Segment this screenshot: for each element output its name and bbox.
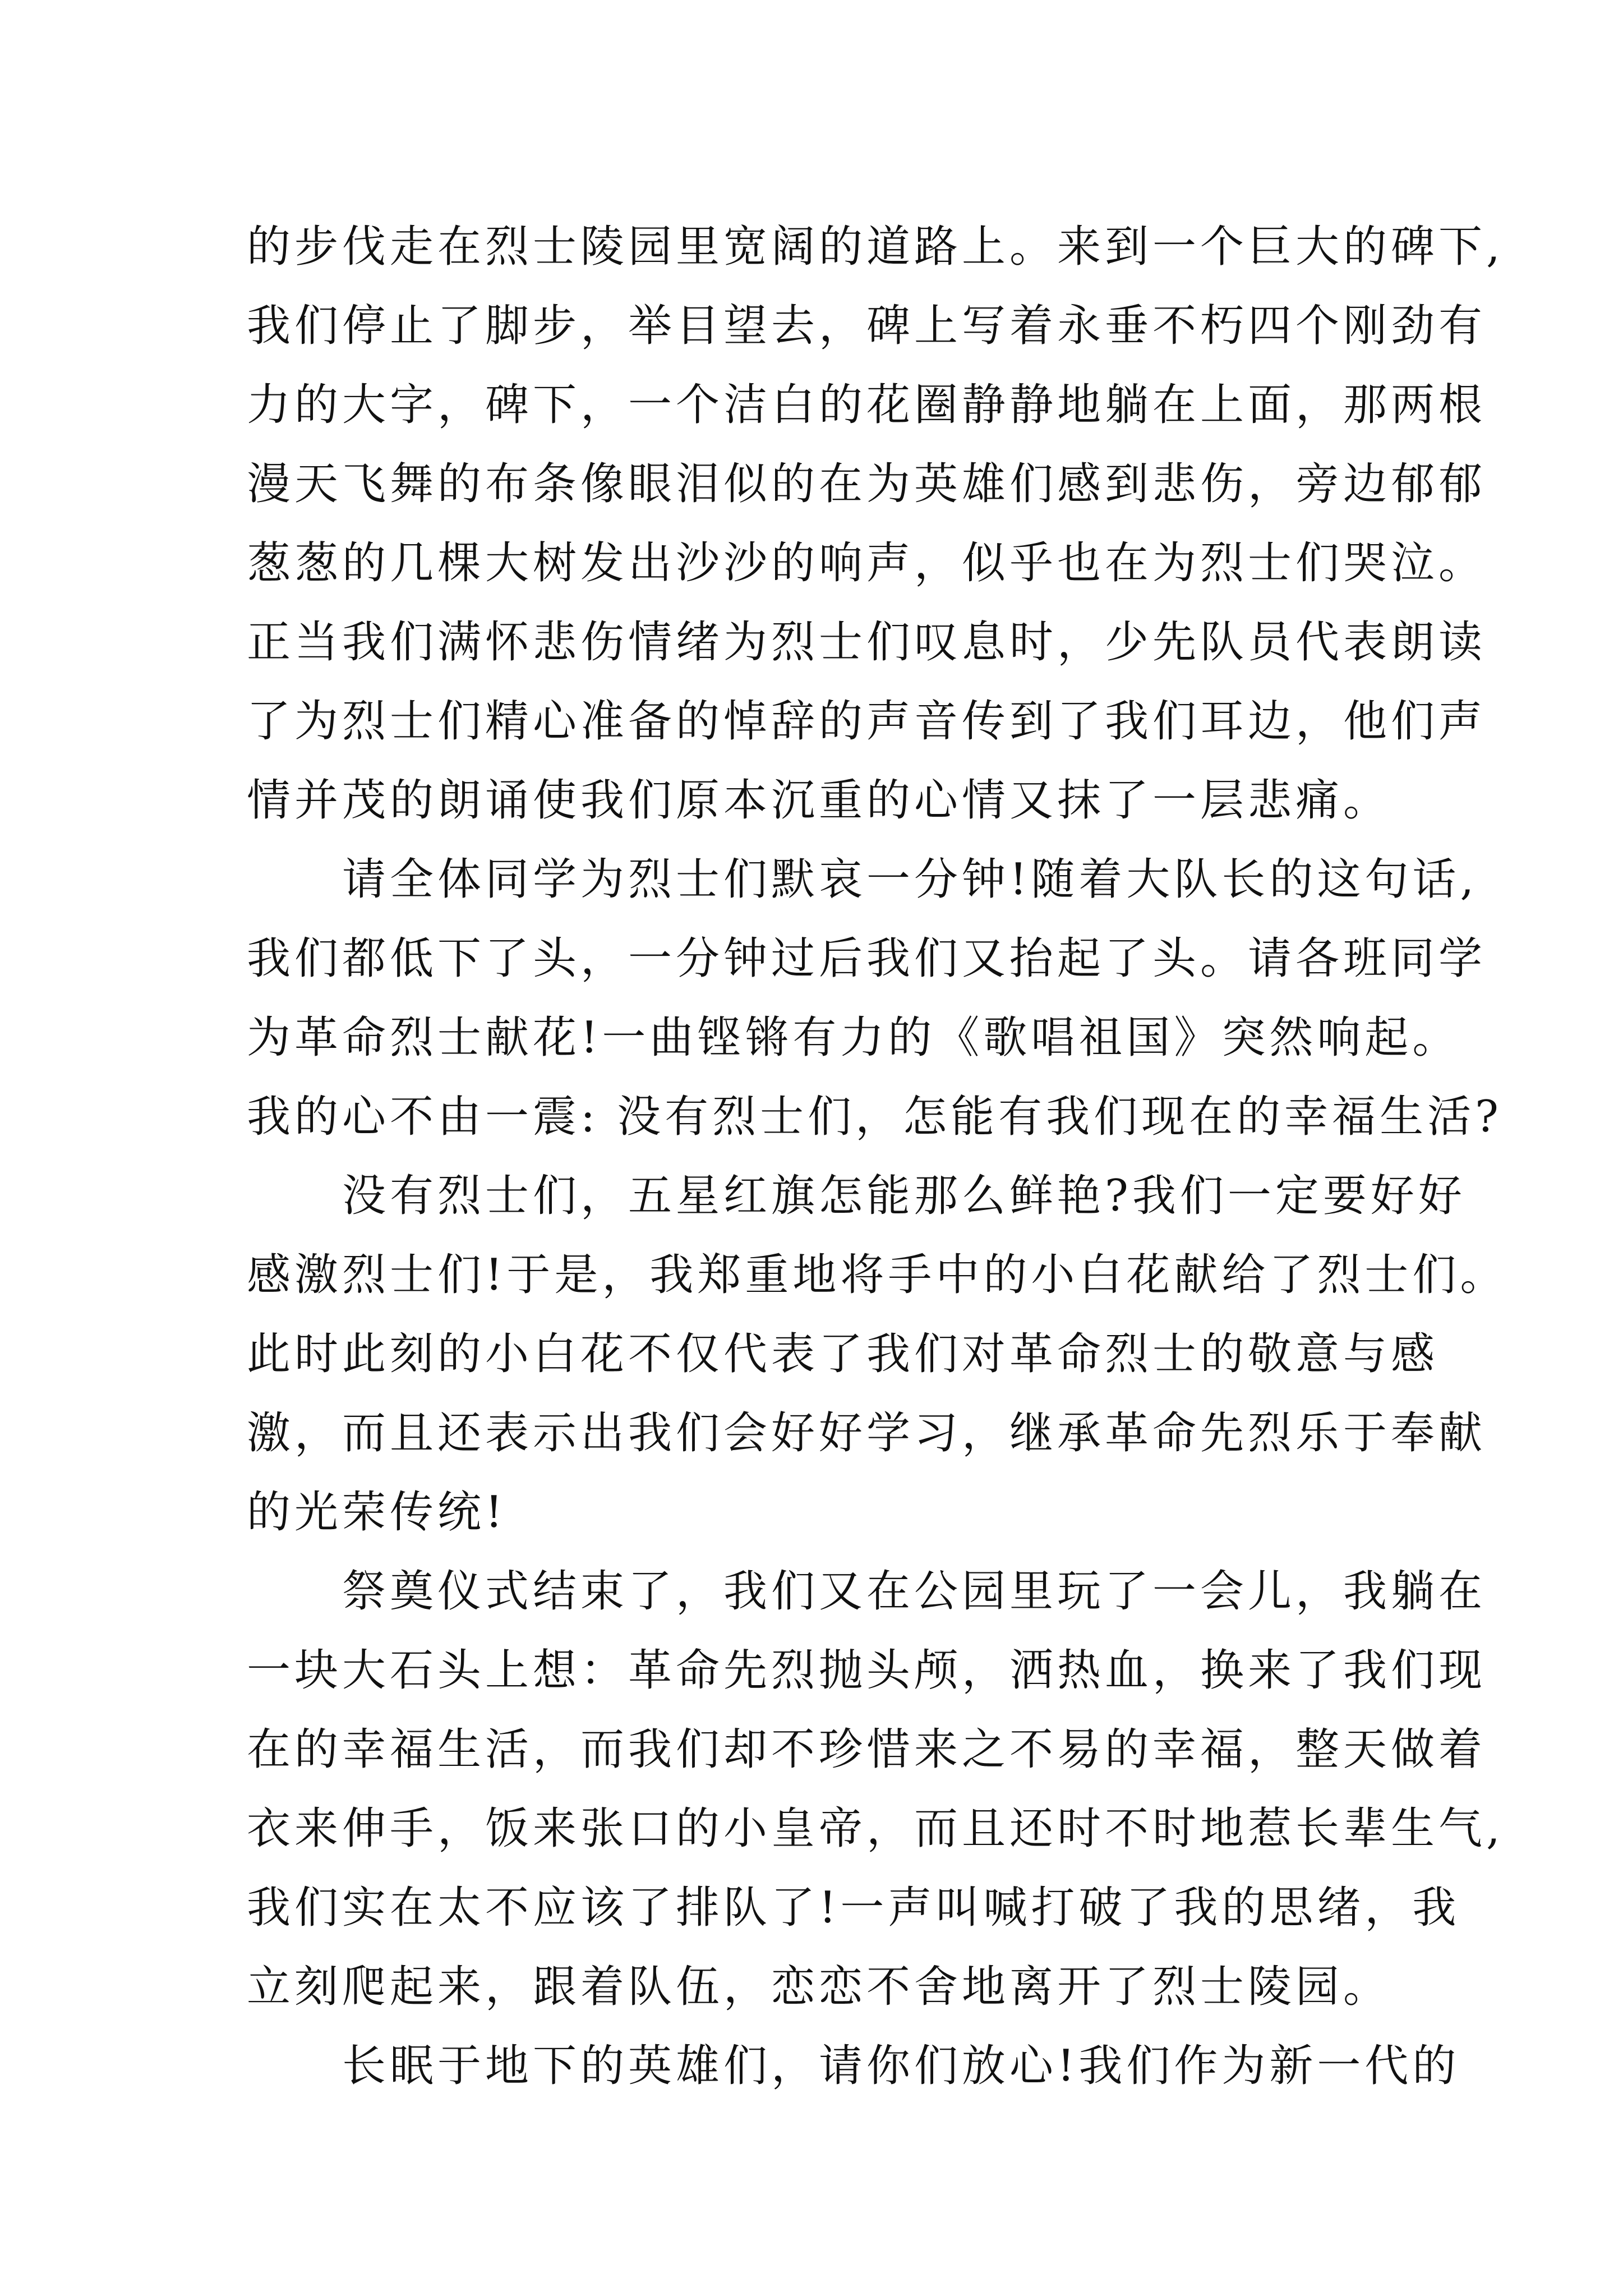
text-line: 我的心不由一震: 没有烈士们，怎能有我们现在的幸福生活? [247,1092,1502,1142]
paragraph-first-line: 祭奠仪式结束了，我们又在公园里玩了一会儿，我躺在 [342,1566,1487,1617]
text-line: 了为烈士们精心准备的悼辞的声音传到了我们耳边，他们声 [247,696,1487,747]
text-line: 立刻爬起来，跟着队伍，恋恋不舍地离开了烈士陵园。 [247,1962,1391,2012]
text-line: 的步伐走在烈士陵园里宽阔的道路上。来到一个巨大的碑下, [247,222,1504,272]
paragraph-first-line: 长眠于地下的英雄们，请你们放心!我们作为新一代的 [342,2041,1460,2091]
text-line: 此时此刻的小白花不仅代表了我们对革命烈士的敬意与感 [247,1329,1439,1379]
text-line: 我们实在太不应该了排队了!一声叫喊打破了我的思绪，我 [247,1883,1460,1933]
text-line: 衣来伸手，饭来张口的小皇帝，而且还时不时地惹长辈生气, [247,1803,1504,1854]
text-line: 我们都低下了头，一分钟过后我们又抬起了头。请各班同学 [247,933,1487,984]
text-line: 为革命烈士献花!一曲铿锵有力的《歌唱祖国》突然响起。 [247,1013,1460,1063]
text-line: 正当我们满怀悲伤情绪为烈士们叹息时，少先队员代表朗读 [247,617,1487,668]
text-line: 力的大字，碑下，一个洁白的花圈静静地躺在上面，那两根 [247,380,1487,430]
text-line: 感激烈士们!于是，我郑重地将手中的小白花献给了烈士们。 [247,1250,1508,1300]
text-line: 的光荣传统! [247,1487,507,1538]
text-line: 情并茂的朗诵使我们原本沉重的心情又抹了一层悲痛。 [247,775,1391,826]
text-line: 激，而且还表示出我们会好好学习，继承革命先烈乐于奉献 [247,1408,1487,1458]
paragraph-first-line: 没有烈士们，五星红旗怎能那么鲜艳?我们一定要好好 [342,1171,1466,1221]
essay-body [247,208,1508,2106]
text-line: 一块大石头上想：革命先烈抛头颅，洒热血，换来了我们现 [247,1645,1487,1696]
text-line: 我们停止了脚步，举目望去，碑上写着永垂不朽四个刚劲有 [247,301,1487,351]
text-line: 在的幸福生活，而我们却不珍惜来之不易的幸福，整天做着 [247,1724,1487,1775]
text-line: 漫天飞舞的布条像眼泪似的在为英雄们感到悲伤，旁边郁郁 [247,459,1487,509]
text-line: 葱葱的几棵大树发出沙沙的响声，似乎也在为烈士们哭泣。 [247,538,1487,588]
paragraph-first-line: 请全体同学为烈士们默哀一分钟!随着大队长的这句话, [342,854,1478,905]
